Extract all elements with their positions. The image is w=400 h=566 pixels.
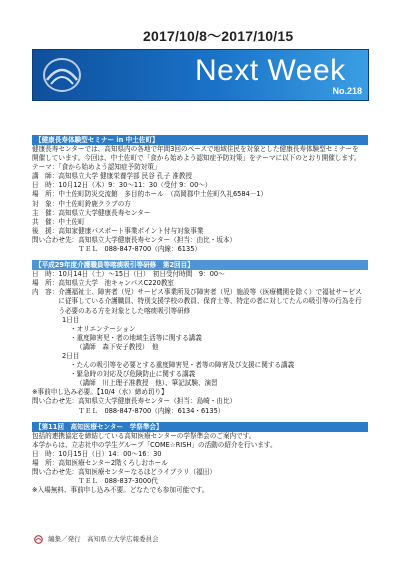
section-title: 【健康長寿体験型セミナー in 中土佐町】	[32, 135, 368, 145]
text-line: 日 時：10月12日（木）9：30～11：30（受付 9：00～）	[32, 181, 212, 190]
day-label: 2日目	[62, 351, 80, 360]
day-label: 1日目	[62, 315, 80, 324]
text-line: う必要のある方を対象とした喀痰吸引等研修	[32, 306, 191, 315]
text-line: ・オリエンテーション	[70, 324, 136, 333]
section-seminar	[32, 135, 368, 254]
text-line: （講師 森下安子教授） 他	[76, 342, 159, 351]
section-festival	[32, 422, 368, 496]
text-line: ・重度障害児・者の地域生活等に関する講義	[70, 333, 202, 342]
text-line: 場 所：高知県立大学 池キャンパスC220教室	[32, 279, 175, 288]
text-line: ※事前申し込み必要。【10/4（水）締め切り】	[32, 388, 168, 397]
text-line: 主 催：高知県立大学健康長寿センター	[32, 208, 151, 217]
university-emblem-icon	[41, 56, 83, 94]
text-line: 日 時：10月15日（日）14：00～16：30	[32, 449, 162, 458]
date-range: 2017/10/8～2017/10/15	[143, 28, 294, 44]
text-line: 問い合わせ先：高知県立大学健康長寿センター（担当：島崎・由比）	[32, 397, 237, 406]
text-line: 開催しています。今回は、中土佐町で「食から始めよう認知症予防対策」をテーマに以下のとおり開催します。	[32, 154, 361, 163]
text-line: 問い合わせ先：高知県立大学健康長寿センター（担当：由比・坂本）	[32, 235, 237, 244]
text-line: 講 師：高知県立大学 健康栄養学部 民谷 孔子 准教授	[32, 172, 193, 181]
text-line: に従事している介護職員、特別支援学校の教員、保育士等、特定の者に対してたんの吸引等の行為を行	[32, 297, 362, 306]
text-line: 包括的連携協定を締結している高知医療センターの学祭準会のご案内です。	[32, 431, 256, 440]
text-line: 場 所：中土佐町防災交流館 多目的ホール （高岡郡中土佐町久礼6584－1）	[32, 190, 268, 199]
text-line: 日 時：10月14日（土）～15日（日） 初日受付時間 9：00～	[32, 270, 225, 279]
text-line: ＴＥＬ 088-847-8700（内線：6134・6135）	[32, 406, 225, 415]
text-line: ＴＥＬ 088-837-3000代	[32, 477, 158, 486]
issue-number: No.218	[332, 86, 362, 96]
title-banner	[32, 49, 369, 101]
banner-title: Next Week	[195, 54, 346, 87]
text-line: テーマ：「食から始めよう認知症予防対策」	[32, 163, 161, 172]
section-training	[32, 260, 368, 416]
section-title: 【平成29年度介護職員等喀痰吸引等研修 第2回目】	[32, 260, 368, 270]
text-line: 後 援：高知家健康パスポート事業ポイント付与対象事業	[32, 226, 204, 235]
text-line: 共 催：中土佐町	[32, 217, 85, 226]
footer	[34, 534, 159, 544]
text-line: （講師 川上理子准教授 他）、筆記試験、演習	[76, 379, 218, 388]
text-line: ＴＥＬ 088-847-8700（内線：6135）	[32, 245, 201, 254]
university-logo-icon	[34, 535, 43, 544]
text-line: 本学からは、立志社中の学生グループ「COME☆RISH」の活動の紹介を行います。	[32, 440, 277, 449]
text-line: ※入場無料、事前申し込み不要。どなたでも参加可能です。	[32, 486, 209, 495]
text-line: 問い合わせ先：高知医療センターなるほどライブラリ（福田）	[32, 468, 216, 476]
text-line: 対 象：中土佐町鈴鹿クラブの方	[32, 199, 131, 208]
section-title: 【第11回 高知医療センター 学祭準会】	[32, 422, 368, 432]
footer-text: 編集／発行 高知県立大学広報委員会	[48, 535, 159, 543]
newsletter-content	[32, 135, 368, 501]
text-line: 場 所：高知医療センター2階くろしおホール	[32, 458, 168, 467]
text-line: ・たんの吸引等を必要とする重度障害児・者等の障害及び支援に関する講義	[70, 361, 295, 370]
text-line: 内 容：介護福祉士、障害者（児）サービス事業所及び障害者（児）施設等（医療機関を除く）で福祉サービス	[32, 288, 362, 297]
text-line: ・緊急時の対応及び危険防止に関する講義	[70, 370, 196, 379]
text-line: 健康長寿センターでは、高知県内の各地で年間3回のペースで地域住民を対象とした健康長寿体験型セミナーを	[32, 145, 359, 153]
